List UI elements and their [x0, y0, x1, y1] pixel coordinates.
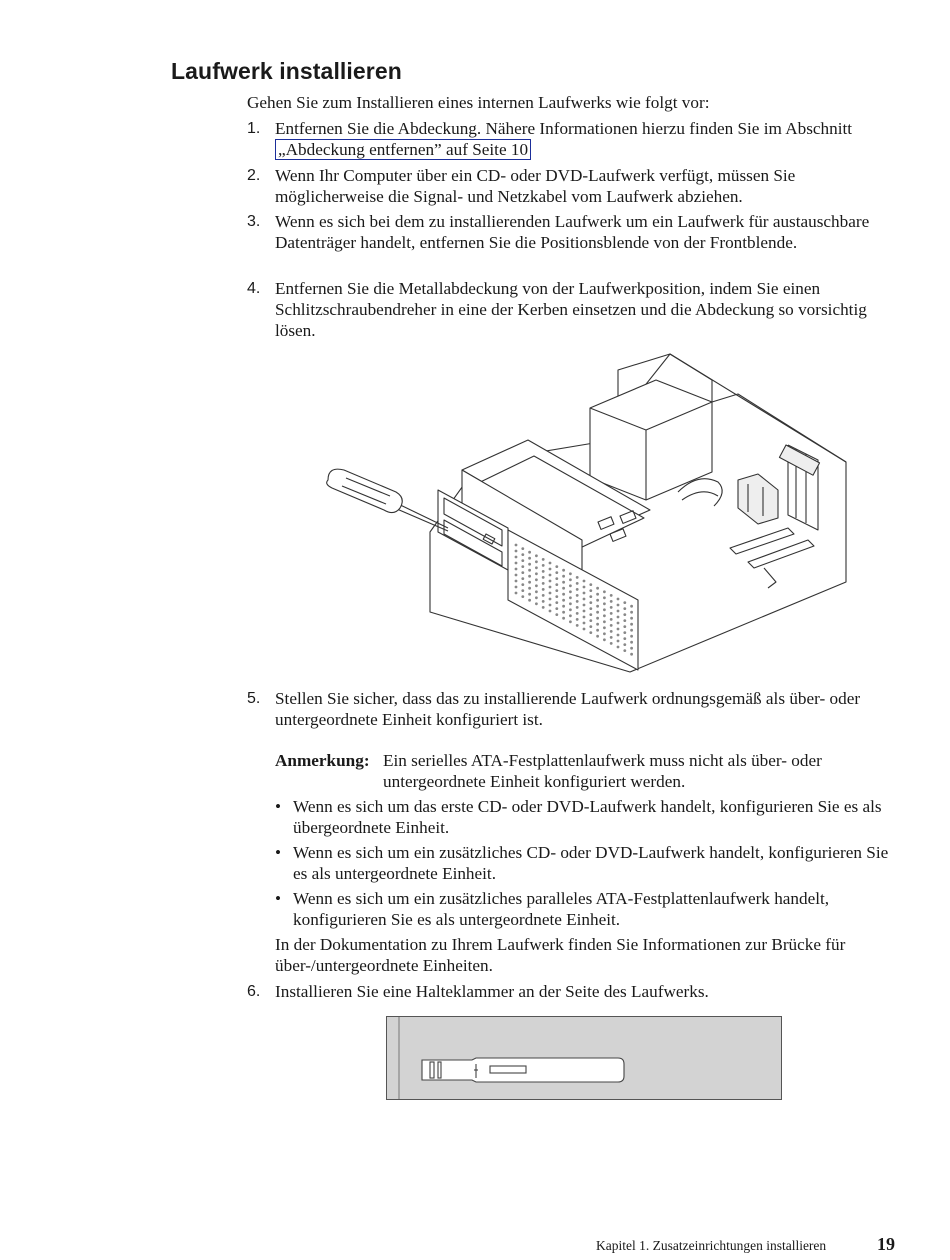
- vent-hole: [562, 617, 565, 620]
- vent-hole: [576, 588, 579, 591]
- vent-hole: [549, 574, 552, 577]
- vent-hole: [603, 632, 606, 635]
- vent-hole: [521, 571, 524, 574]
- vent-hole: [623, 607, 626, 610]
- vent-hole: [623, 631, 626, 634]
- vent-hole: [555, 595, 558, 598]
- vent-hole: [528, 593, 531, 596]
- vent-hole: [542, 570, 545, 573]
- vent-hole: [542, 582, 545, 585]
- vent-hole: [562, 575, 565, 578]
- vent-hole: [617, 634, 620, 637]
- vent-hole: [569, 578, 572, 581]
- step-number: 3.: [247, 213, 261, 230]
- vent-hole: [576, 624, 579, 627]
- vent-hole: [583, 580, 586, 583]
- vent-hole: [583, 604, 586, 607]
- vent-hole: [576, 612, 579, 615]
- vent-hole: [515, 592, 518, 595]
- vent-hole: [610, 594, 613, 597]
- bullet-item: • Wenn es sich um ein zusätzliches CD- oder DVD-Laufwerk handelt, konfigurieren Sie es als untergeordnete Einheit.: [275, 843, 889, 883]
- documentation-paragraph: In der Dokumentation zu Ihrem Laufwerk finden Sie Informationen zur Brücke für über-/untergeordnete Einheiten.: [275, 935, 846, 975]
- vent-hole: [521, 595, 524, 598]
- vent-hole: [542, 606, 545, 609]
- vent-hole: [521, 565, 524, 568]
- vent-hole: [576, 618, 579, 621]
- vent-hole: [569, 584, 572, 587]
- vent-hole: [528, 587, 531, 590]
- vent-hole: [562, 581, 565, 584]
- vent-hole: [535, 590, 538, 593]
- bullet-symbol: •: [275, 797, 282, 816]
- vent-hole: [603, 620, 606, 623]
- step-text: Entfernen Sie die Metallabdeckung von der Laufwerkposition, indem Sie einen Schlitzschraubendreher in eine der Kerben einsetzen und die Abdeckung so vorsichtig lösen.: [275, 279, 867, 340]
- vent-hole: [569, 614, 572, 617]
- step-number: 5.: [247, 690, 261, 707]
- vent-hole: [623, 613, 626, 616]
- vent-hole: [515, 586, 518, 589]
- vent-hole: [610, 630, 613, 633]
- vent-hole: [515, 568, 518, 571]
- vent-hole: [623, 643, 626, 646]
- vent-hole: [515, 562, 518, 565]
- vent-hole: [596, 605, 599, 608]
- vent-hole: [569, 602, 572, 605]
- vent-hole: [617, 622, 620, 625]
- vent-hole: [521, 583, 524, 586]
- vent-hole: [535, 572, 538, 575]
- vent-hole: [521, 559, 524, 562]
- vent-hole: [521, 553, 524, 556]
- vent-hole: [603, 590, 606, 593]
- vent-hole: [576, 606, 579, 609]
- step-number: 1.: [247, 120, 261, 137]
- vent-hole: [630, 605, 633, 608]
- note-text: Ein serielles ATA-Festplattenlaufwerk muss nicht als über- oder untergeordnete Einheit konfiguriert werden.: [383, 751, 822, 791]
- vent-hole: [583, 616, 586, 619]
- vent-hole: [555, 589, 558, 592]
- vent-hole: [583, 622, 586, 625]
- step-1: [247, 118, 897, 160]
- vent-hole: [596, 611, 599, 614]
- vent-hole: [610, 642, 613, 645]
- vent-hole: [528, 563, 531, 566]
- vent-hole: [535, 584, 538, 587]
- vent-hole: [515, 550, 518, 553]
- bullet-item: • Wenn es sich um ein zusätzliches paralleles ATA-Festplattenlaufwerk handelt, konfigurieren Sie es als untergeordnete Einheit.: [275, 889, 830, 929]
- vent-hole: [596, 593, 599, 596]
- intro-paragraph: Gehen Sie zum Installieren eines internen Laufwerks wie folgt vor:: [247, 93, 710, 112]
- retaining-bracket-illustration: [386, 1016, 782, 1100]
- vent-hole: [555, 583, 558, 586]
- vent-hole: [569, 608, 572, 611]
- vent-hole: [610, 624, 613, 627]
- vent-hole: [589, 595, 592, 598]
- vent-hole: [549, 598, 552, 601]
- vent-hole: [610, 612, 613, 615]
- vent-hole: [596, 617, 599, 620]
- vent-hole: [617, 628, 620, 631]
- vent-hole: [589, 583, 592, 586]
- cross-reference-link[interactable]: „Abdeckung entfernen” auf Seite 10: [275, 139, 531, 160]
- vent-hole: [603, 614, 606, 617]
- vent-hole: [630, 629, 633, 632]
- vent-hole: [623, 625, 626, 628]
- step-text: Wenn es sich bei dem zu installierenden Laufwerk um ein Laufwerk für austauschbare Datenträger handelt, entfernen Sie die Positionsblende von der Frontblende.: [275, 212, 870, 252]
- step-number: 2.: [247, 167, 261, 184]
- vent-hole: [603, 596, 606, 599]
- vent-hole: [630, 635, 633, 638]
- vent-hole: [535, 578, 538, 581]
- vent-hole: [549, 592, 552, 595]
- vent-hole: [515, 556, 518, 559]
- vent-hole: [562, 587, 565, 590]
- vent-hole: [623, 637, 626, 640]
- vent-hole: [569, 596, 572, 599]
- vent-hole: [596, 629, 599, 632]
- step-3: [247, 211, 897, 253]
- vent-hole: [623, 619, 626, 622]
- vent-hole: [569, 620, 572, 623]
- vent-hole: [549, 604, 552, 607]
- vent-hole: [542, 600, 545, 603]
- step-text: Wenn Ihr Computer über ein CD- oder DVD-Laufwerk verfügt, müssen Sie möglicherweise die Signal- und Netzkabel vom Laufwerk abziehen.: [275, 166, 796, 206]
- vent-hole: [521, 547, 524, 550]
- vent-hole: [589, 631, 592, 634]
- vent-hole: [535, 596, 538, 599]
- step-number: 6.: [247, 983, 261, 1000]
- step-text: Stellen Sie sicher, dass das zu installierende Laufwerk ordnungsgemäß als über- oder untergeordnete Einheit konfiguriert ist.: [275, 689, 861, 729]
- vent-hole: [617, 610, 620, 613]
- vent-hole: [583, 592, 586, 595]
- screwdriver-icon: [327, 469, 448, 531]
- vent-hole: [555, 613, 558, 616]
- vent-hole: [576, 582, 579, 585]
- vent-hole: [528, 569, 531, 572]
- vent-hole: [617, 640, 620, 643]
- vent-hole: [630, 647, 633, 650]
- step-5: [247, 688, 897, 730]
- page-title: Laufwerk installieren: [171, 58, 402, 84]
- vent-hole: [555, 607, 558, 610]
- vent-hole: [555, 565, 558, 568]
- vent-hole: [542, 594, 545, 597]
- vent-hole: [528, 551, 531, 554]
- vent-hole: [617, 604, 620, 607]
- vent-hole: [576, 600, 579, 603]
- vent-hole: [630, 611, 633, 614]
- vent-hole: [610, 600, 613, 603]
- vent-hole: [562, 599, 565, 602]
- note-block: [275, 750, 895, 792]
- vent-hole: [562, 605, 565, 608]
- vent-hole: [589, 625, 592, 628]
- vent-hole: [542, 558, 545, 561]
- vent-hole: [583, 598, 586, 601]
- vent-hole: [535, 560, 538, 563]
- vent-hole: [623, 649, 626, 652]
- vent-hole: [603, 638, 606, 641]
- vent-hole: [596, 587, 599, 590]
- footer-chapter: Kapitel 1. Zusatzeinrichtungen installieren: [596, 1238, 827, 1253]
- vent-hole: [555, 577, 558, 580]
- vent-hole: [521, 577, 524, 580]
- vent-hole: [535, 602, 538, 605]
- step-number: 4.: [247, 280, 261, 297]
- vent-hole: [562, 593, 565, 596]
- vent-hole: [583, 628, 586, 631]
- step-6: [247, 981, 897, 1002]
- vent-hole: [535, 566, 538, 569]
- vent-hole: [583, 610, 586, 613]
- vent-hole: [521, 589, 524, 592]
- vent-hole: [610, 606, 613, 609]
- note-label: Anmerkung:: [275, 751, 370, 770]
- vent-hole: [576, 594, 579, 597]
- vent-hole: [535, 554, 538, 557]
- step-4: [247, 278, 897, 341]
- vent-hole: [589, 589, 592, 592]
- vent-hole: [603, 626, 606, 629]
- vent-hole: [589, 601, 592, 604]
- vent-hole: [596, 635, 599, 638]
- vent-hole: [617, 646, 620, 649]
- vent-hole: [630, 641, 633, 644]
- vent-hole: [576, 576, 579, 579]
- vent-hole: [515, 580, 518, 583]
- vent-hole: [549, 610, 552, 613]
- bullet-symbol: •: [275, 843, 282, 862]
- vent-hole: [603, 608, 606, 611]
- step-text: Installieren Sie eine Halteklammer an der Seite des Laufwerks.: [275, 982, 709, 1001]
- vent-hole: [542, 564, 545, 567]
- vent-hole: [542, 576, 545, 579]
- vent-hole: [549, 562, 552, 565]
- vent-hole: [583, 586, 586, 589]
- vent-hole: [528, 599, 531, 602]
- vent-hole: [549, 580, 552, 583]
- vent-hole: [562, 569, 565, 572]
- vent-hole: [549, 586, 552, 589]
- vent-hole: [596, 599, 599, 602]
- vent-hole: [630, 623, 633, 626]
- step-2: [247, 165, 897, 207]
- vent-hole: [528, 581, 531, 584]
- vent-hole: [562, 611, 565, 614]
- step-text: Entfernen Sie die Abdeckung. Nähere Informationen hierzu finden Sie im Abschnitt: [275, 119, 853, 138]
- vent-hole: [528, 557, 531, 560]
- chassis-illustration: [318, 350, 878, 680]
- vent-hole: [617, 616, 620, 619]
- vent-hole: [630, 653, 633, 656]
- vent-hole: [515, 544, 518, 547]
- vent-hole: [603, 602, 606, 605]
- vent-hole: [542, 588, 545, 591]
- vent-hole: [549, 568, 552, 571]
- vent-hole: [589, 613, 592, 616]
- vent-hole: [630, 617, 633, 620]
- bracket-icon: [422, 1058, 624, 1082]
- bullet-item: • Wenn es sich um das erste CD- oder DVD-Laufwerk handelt, konfigurieren Sie es als übergeordnete Einheit.: [275, 797, 882, 837]
- vent-hole: [596, 623, 599, 626]
- vent-hole: [555, 601, 558, 604]
- vent-hole: [569, 572, 572, 575]
- vent-hole: [555, 571, 558, 574]
- vent-hole: [515, 574, 518, 577]
- vent-hole: [610, 618, 613, 621]
- vent-hole: [623, 601, 626, 604]
- vent-hole: [528, 575, 531, 578]
- vent-hole: [569, 590, 572, 593]
- vent-hole: [610, 636, 613, 639]
- vent-hole: [589, 607, 592, 610]
- bullet-symbol: •: [275, 889, 282, 908]
- page-number: 19: [877, 1234, 895, 1254]
- vent-hole: [589, 619, 592, 622]
- vent-hole: [617, 598, 620, 601]
